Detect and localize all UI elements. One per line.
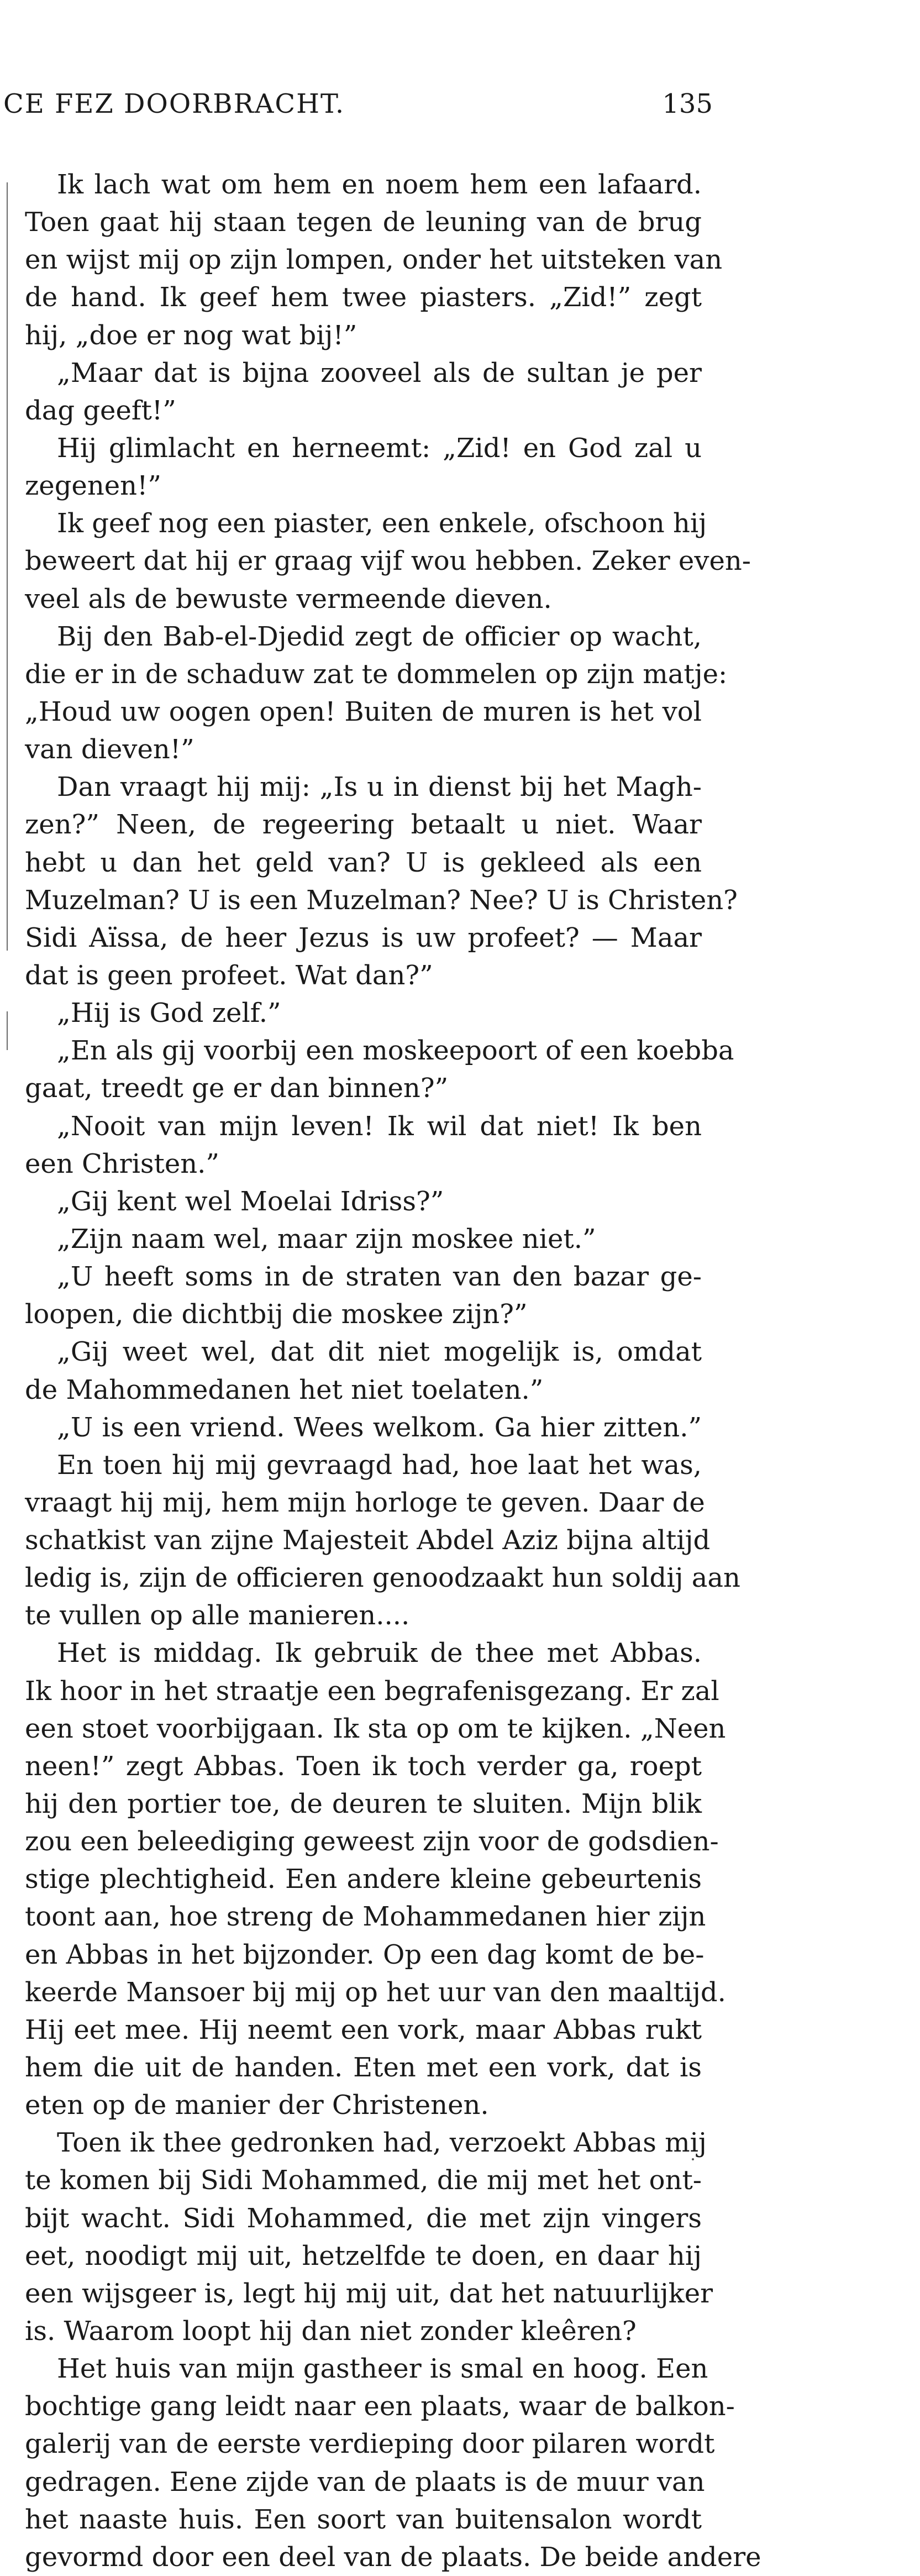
text-line: hij, „doe er nog wat bij!”: [25, 319, 358, 351]
text-line: veel als de bewuste vermeende dieven.: [25, 583, 552, 615]
text-line: galerij van de eerste verdieping door pilaren wordt: [25, 2428, 715, 2460]
text-line: en wijst mij op zijn lompen, onder het uitsteken van: [25, 244, 723, 276]
text-line: de Mahommedanen het niet toelaten.”: [25, 1374, 544, 1405]
text-line: schatkist van zijne Majesteit Abdel Aziz bijna altijd: [25, 1525, 711, 1556]
text-line: Muzelman? U is een Muzelman? Nee? U is Christen?: [25, 884, 738, 916]
text-line: Ik hoor in het straatje een begrafenisgezang. Er zal: [25, 1675, 719, 1707]
text-line: stige plechtigheid. Een andere kleine gebeurtenis: [25, 1864, 702, 1895]
text-line: Toen ik thee gedronken had, verzoekt Abbas mij: [57, 2127, 707, 2159]
text-line: Het is middag. Ik gebruik de thee met Abbas.: [57, 1638, 702, 1669]
text-line: die er in de schaduw zat te dommelen op zijn matje:: [25, 658, 728, 690]
text-line: zegenen!”: [25, 470, 161, 502]
text-line: Ik lach wat om hem en noem hem een lafaard.: [57, 169, 702, 200]
text-line: Bij den Bab-el-Djedid zegt de officier op wacht,: [57, 621, 702, 652]
text-line: een wijsgeer is, legt hij mij uit, dat het natuurlijker: [25, 2278, 713, 2309]
text-line: bochtige gang leidt naar een plaats, waar de balkon-: [25, 2391, 735, 2422]
text-line: Dan vraagt hij mij: „Is u in dienst bij het Magh-: [57, 772, 702, 803]
text-line: de hand. Ik geef hem twee piasters. „Zid!” zegt: [25, 282, 702, 313]
text-line: vraagt hij mij, hem mijn horloge te geven. Daar de: [25, 1487, 705, 1518]
margin-line: [7, 182, 8, 951]
text-line: „U is een vriend. Wees welkom. Ga hier zitten.”: [57, 1412, 702, 1443]
text-line: loopen, die dichtbij die moskee zijn?”: [25, 1299, 528, 1330]
text-line: Toen gaat hij staan tegen de leuning van de brug: [25, 207, 702, 238]
text-line: van dieven!”: [25, 734, 194, 765]
text-line: „Zijn naam wel, maar zijn moskee niet.”: [57, 1223, 596, 1255]
text-line: „Gij kent wel Moelai Idriss?”: [57, 1185, 444, 1217]
body-text: [25, 166, 761, 2576]
text-line: dag geeft!”: [25, 395, 176, 426]
text-line: keerde Mansoer bij mij op het uur van den maaltijd.: [25, 1976, 726, 2008]
text-line: het naaste huis. Een soort van buitensalon wordt: [25, 2504, 702, 2535]
text-line: te komen bij Sidi Mohammed, die mij met het ont-: [25, 2165, 702, 2196]
text-line: neen!” zegt Abbas. Toen ik toch verder ga, roept: [25, 1750, 702, 1782]
text-line: een stoet voorbijgaan. Ik sta op om te kijken. „Neen: [25, 1713, 726, 1744]
running-header: CE FEZ DOORBRACHT.: [3, 88, 345, 119]
text-line: en Abbas in het bijzonder. Op een dag komt de be-: [25, 1939, 705, 1970]
text-line: eten op de manier der Christenen.: [25, 2090, 489, 2121]
text-line: Hij glimlacht en herneemt: „Zid! en God zal u: [57, 432, 702, 464]
text-line: Hij eet mee. Hij neemt een vork, maar Abbas rukt: [25, 2014, 702, 2045]
margin-line-lower: [7, 1011, 8, 1050]
text-line: „Nooit van mijn leven! Ik wil dat niet! Ik ben: [57, 1110, 702, 1142]
text-line: Ik geef nog een piaster, een enkele, ofschoon hij: [57, 508, 707, 539]
text-line: bijt wacht. Sidi Mohammed, die met zijn vingers: [25, 2202, 702, 2234]
text-line: eet, noodigt mij uit, hetzelfde te doen, en daar hij: [25, 2240, 702, 2271]
text-line: „En als gij voorbij een moskeepoort of een koebba: [57, 1035, 734, 1067]
text-line: gevormd door een deel van de plaats. De beide andere: [25, 2541, 761, 2573]
text-line: te vullen op alle manieren....: [25, 1600, 410, 1631]
text-line: zen?” Neen, de regeering betaalt u niet. Waar: [25, 809, 702, 841]
text-line: hij den portier toe, de deuren te sluiten. Mijn blik: [25, 1788, 702, 1820]
text-line: beweert dat hij er graag vijf wou hebben. Zeker even-: [25, 545, 751, 577]
text-line: „U heeft soms in de straten van den bazar ge-: [57, 1261, 702, 1293]
text-line: hebt u dan het geld van? U is gekleed als een: [25, 847, 702, 878]
text-line: toont aan, hoe streng de Mohammedanen hier zijn: [25, 1901, 706, 1933]
text-line: een Christen.”: [25, 1148, 219, 1179]
text-line: ledig is, zijn de officieren genoodzaakt hun soldij aan: [25, 1562, 740, 1594]
text-line: En toen hij mij gevraagd had, hoe laat het was,: [57, 1449, 702, 1481]
text-line: Sidi Aïssa, de heer Jezus is uw profeet? — Maar: [25, 922, 702, 953]
text-line: zou een beleediging geweest zijn voor de godsdien-: [25, 1826, 719, 1858]
text-line: is. Waarom loopt hij dan niet zonder kleêren?: [25, 2316, 637, 2347]
text-line: gaat, treedt ge er dan binnen?”: [25, 1073, 449, 1104]
text-line: „Houd uw oogen open! Buiten de muren is het vol: [25, 696, 702, 727]
text-line: dat is geen profeet. Wat dan?”: [25, 959, 433, 991]
text-line: „Gij weet wel, dat dit niet mogelijk is, omdat: [57, 1336, 702, 1368]
text-line: Het huis van mijn gastheer is smal en hoog. Een: [57, 2353, 708, 2385]
text-line: „Maar dat is bijna zooveel als de sultan je per: [57, 357, 702, 389]
page-number: 135: [662, 88, 713, 119]
text-line: „Hij is God zelf.”: [57, 998, 281, 1029]
text-line: gedragen. Eene zijde van de plaats is de muur van: [25, 2466, 705, 2498]
text-line: hem die uit de handen. Eten met een vork, dat is: [25, 2052, 702, 2084]
